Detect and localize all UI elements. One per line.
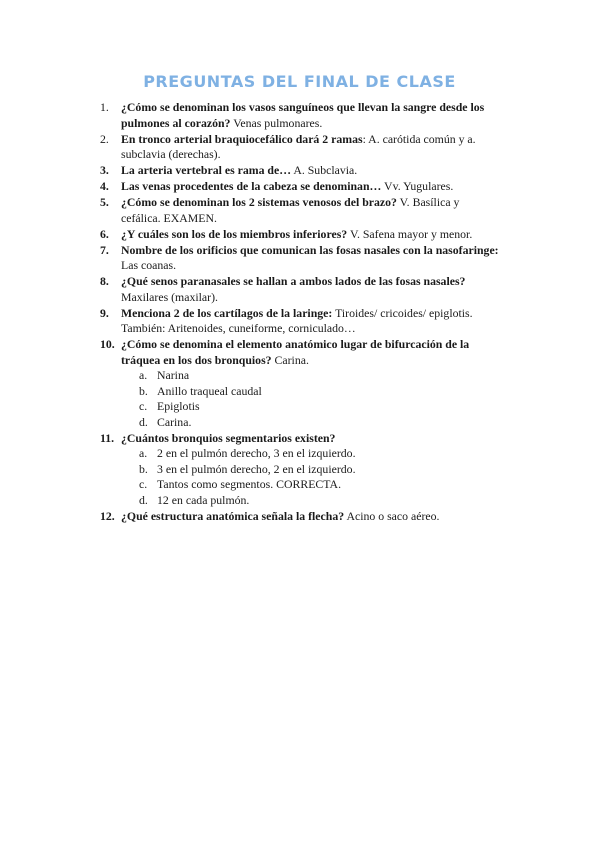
question-item (100, 195, 500, 226)
question-text: ¿Y cuáles son los de los miembros inferiores? (121, 226, 348, 241)
option-text: 2 en el pulmón derecho, 3 en el izquierdo. (157, 446, 356, 460)
question-text: ¿Cómo se denominan los 2 sistemas venosos del brazo? (121, 195, 397, 209)
question-number: 6. (100, 226, 109, 241)
question-text: En tronco arterial braquiocefálico dará 2 ramas (121, 131, 363, 146)
answer-text: Tiroides/ cricoides/ epiglotis. También: Aritenoides, cuneiforme, corniculado… (121, 305, 473, 335)
question-number: 4. (100, 179, 109, 193)
option-text: Tantos como segmentos. CORRECTA. (157, 477, 342, 491)
answer-text: : A. carótida común y a. subclavia (derechas). (121, 131, 476, 161)
question-number: 8. (100, 274, 109, 288)
option-item (121, 415, 500, 431)
option-letter: c. (139, 399, 148, 413)
option-item (121, 477, 500, 493)
question-item (100, 306, 500, 337)
question-text: Menciona 2 de los cartílagos de la laringe: (121, 305, 333, 320)
question-list (100, 100, 500, 525)
question-number: 1. (100, 100, 109, 114)
question-number: 11. (100, 430, 115, 445)
question-text: ¿Qué estructura anatómica señala la flecha? (121, 508, 345, 523)
option-letter: b. (139, 383, 148, 398)
question-item (100, 243, 500, 274)
question-number: 2. (100, 131, 109, 146)
option-text: 12 en cada pulmón. (157, 492, 250, 507)
question-item (100, 100, 500, 131)
option-letter: a. (139, 368, 148, 382)
question-text: ¿Qué senos paranasales se hallan a ambos lados de las fosas nasales? (121, 274, 466, 288)
question-text: Las venas procedentes de la cabeza se denominan… (121, 179, 382, 193)
question-number: 9. (100, 305, 109, 320)
question-item (100, 132, 500, 163)
answer-text: Carina. (271, 352, 309, 367)
question-item (100, 431, 500, 509)
option-text: 3 en el pulmón derecho, 2 en el izquierdo. (157, 461, 356, 476)
question-text: ¿Cuántos bronquios segmentarios existen? (121, 430, 336, 445)
question-number: 12. (100, 508, 115, 523)
option-letter: a. (139, 446, 148, 460)
option-letter: d. (139, 492, 148, 507)
answer-text: Las coanas. (121, 258, 177, 272)
option-letter: b. (139, 461, 148, 476)
option-item (121, 462, 500, 478)
option-item (121, 384, 500, 400)
question-number: 5. (100, 195, 109, 209)
question-number: 3. (100, 163, 109, 177)
answer-text: V. Basílica y cefálica. EXAMEN. (121, 195, 460, 225)
question-item (100, 274, 500, 305)
question-item (100, 509, 500, 525)
option-text: Anillo traqueal caudal (157, 383, 262, 398)
answer-text: Maxilares (maxilar). (121, 289, 218, 304)
page-title: PREGUNTAS DEL FINAL DE CLASE (143, 72, 456, 91)
question-text: La arteria vertebral es rama de… (121, 163, 292, 177)
question-item (100, 179, 500, 195)
option-text: Carina. (157, 414, 192, 429)
answer-text: Venas pulmonares. (230, 115, 323, 130)
question-text: Nombre de los orificios que comunican las fosas nasales con la nasofaringe: (121, 242, 499, 257)
answer-text: Vv. Yugulares. (381, 179, 454, 193)
answer-text: Acino o saco aéreo. (344, 508, 440, 523)
option-text: Epiglotis (157, 399, 200, 413)
option-item (121, 368, 500, 384)
question-item (100, 337, 500, 430)
question-item (100, 163, 500, 179)
option-item (121, 446, 500, 462)
option-letter: d. (139, 414, 148, 429)
option-letter: c. (139, 477, 148, 491)
answer-text: V. Safena mayor y menor. (347, 226, 473, 241)
question-text: ¿Cómo se denomina el elemento anatómico lugar de bifurcación de la tráquea en los dos bronquios? (121, 337, 470, 367)
answer-text: A. Subclavia. (291, 163, 358, 177)
option-text: Narina (157, 368, 190, 382)
option-list (121, 368, 500, 430)
option-item (121, 493, 500, 509)
option-item (121, 399, 500, 415)
option-list (121, 446, 500, 508)
question-text: ¿Cómo se denominan los vasos sanguíneos que llevan la sangre desde los pulmones al corazón? (121, 100, 485, 130)
question-item (100, 227, 500, 243)
question-number: 7. (100, 242, 109, 257)
question-number: 10. (100, 337, 115, 351)
